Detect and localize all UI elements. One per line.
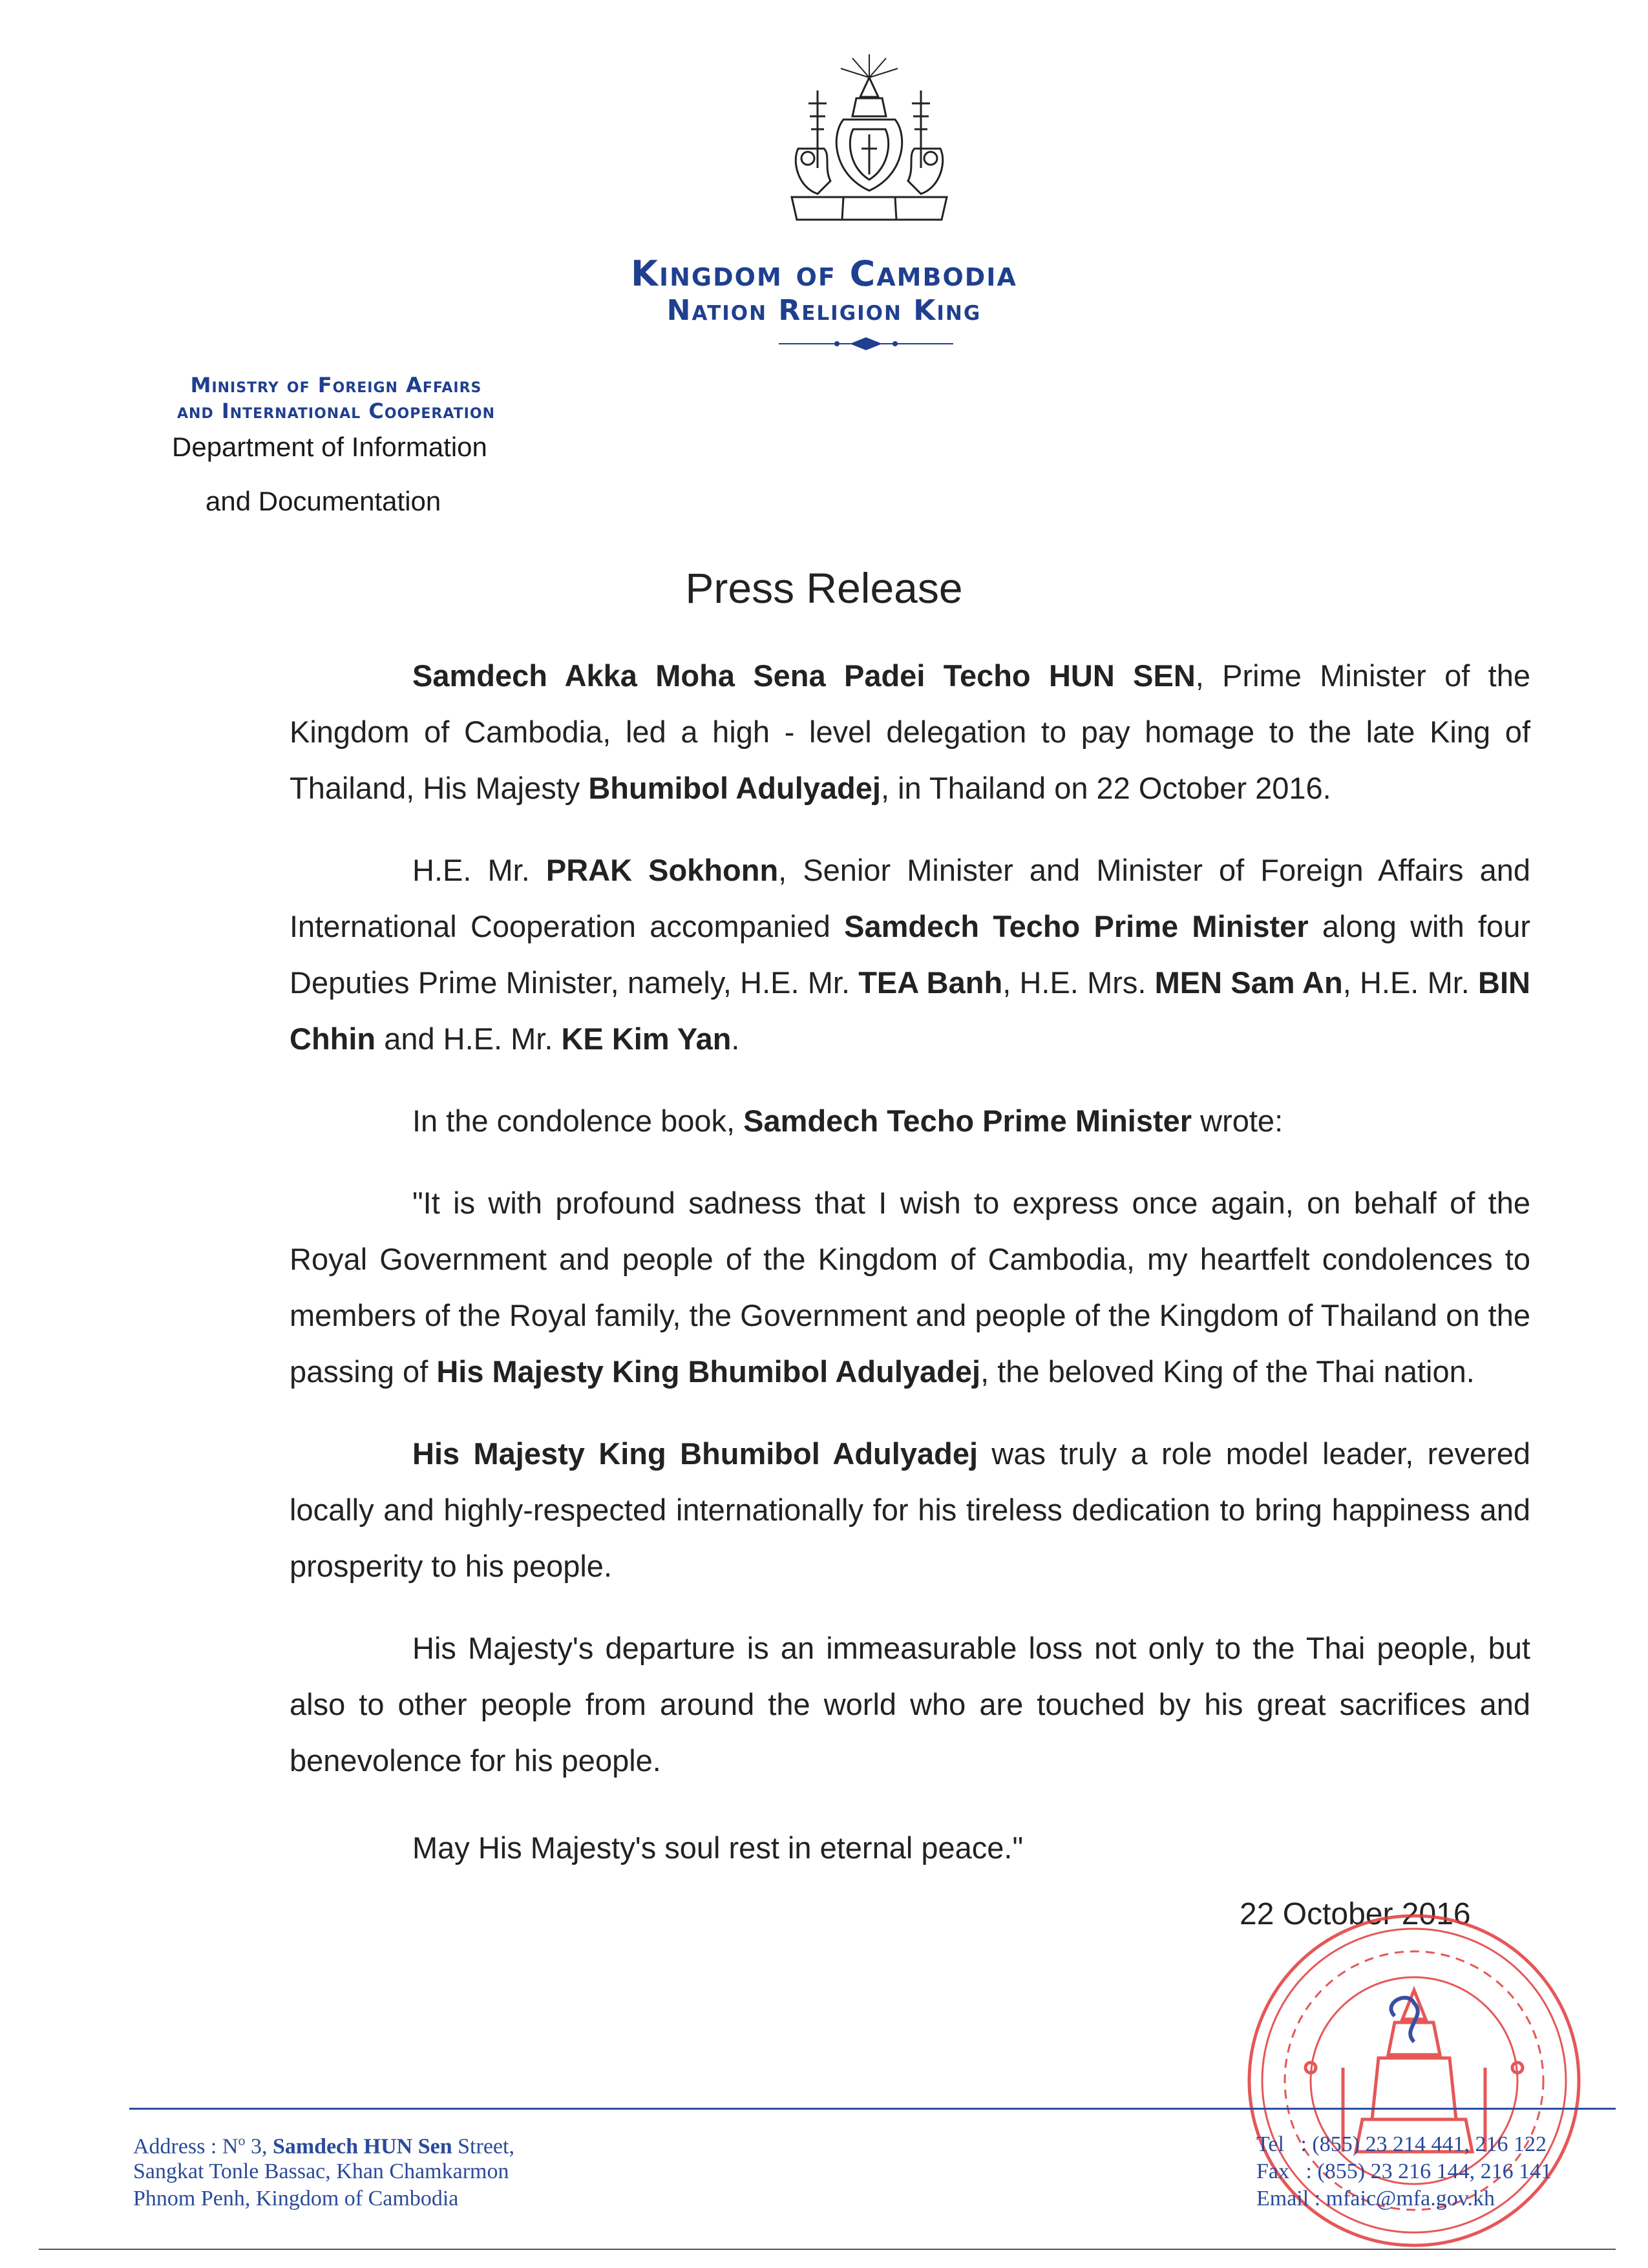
release-date: 22 October 2016: [1240, 1897, 1471, 1931]
address-sup: o: [238, 2132, 246, 2148]
paragraph-1: [290, 647, 1530, 816]
p1-text-end: , in Thailand on 22 October 2016.: [880, 771, 1331, 805]
ministry-name-line2: and International Cooperation: [177, 399, 495, 423]
page-bottom-rule: [39, 2249, 1616, 2250]
p4-text: , the beloved King of the Thai nation.: [980, 1354, 1475, 1389]
minister-name: PRAK Sokhonn: [545, 853, 779, 887]
p2-text: , H.E. Mrs.: [1002, 965, 1155, 1000]
p3-text: In the condolence book,: [412, 1104, 744, 1138]
kingdom-title: Kingdom of Cambodia: [631, 253, 1017, 294]
address-rest: Street,: [452, 2134, 514, 2159]
footer-divider: [129, 2108, 1616, 2110]
pm-title: Samdech Techo Prime Minister: [844, 909, 1309, 943]
pm-title: Samdech Techo Prime Minister: [743, 1104, 1192, 1138]
ornament-divider-icon: [779, 336, 953, 352]
p1-text: , Prime Minister of the Kingdom of Cambodia, led a high - level delegation to pay homage to the late King of Thailand, His Majesty: [290, 658, 1530, 805]
address-number: 3,: [245, 2134, 273, 2159]
p4-text: "It is with profound sadness that I wish to express once again, on behalf of the Royal Government and people of the Kingdom of Cambodia, my heartfelt condolences to members of the Royal family, the Government and people of the Kingdom of Thailand on the passing of: [290, 1186, 1530, 1389]
contact-fax: Fax : (855) 23 216 144, 216 141: [1256, 2159, 1552, 2183]
king-name: Bhumibol Adulyadej: [588, 771, 881, 805]
p2-text: , H.E. Mr.: [1342, 965, 1479, 1000]
address-line2: Sangkat Tonle Bassac, Khan Chamkarmon: [133, 2159, 509, 2183]
paragraph-2: [290, 842, 1530, 1067]
p3-text: wrote:: [1192, 1104, 1284, 1138]
paragraph-5: [290, 1425, 1530, 1594]
department-line1: Department of Information: [172, 432, 487, 462]
royal-emblem-icon: [772, 52, 966, 239]
address-prefix: Address : N: [133, 2134, 238, 2159]
contact-email: Email : mfaic@mfa.gov.kh: [1256, 2187, 1495, 2210]
p2-text: and H.E. Mr.: [375, 1022, 562, 1056]
address-street: Samdech HUN Sen: [272, 2134, 452, 2159]
closing-line: May His Majesty's soul rest in eternal peace.": [412, 1831, 1024, 1865]
deputy-name: MEN Sam An: [1154, 965, 1343, 1000]
document-title: Press Release: [685, 564, 963, 612]
deputy-name: KE Kim Yan: [561, 1022, 732, 1056]
pm-name: Samdech Akka Moha Sena Padei Techo HUN SEN: [412, 658, 1196, 693]
king-name: His Majesty King Bhumibol Adulyadej: [436, 1354, 981, 1389]
address-line1: [133, 2132, 514, 2159]
deputy-name: BIN Chhin: [290, 965, 1530, 1056]
nation-motto: Nation Religion King: [666, 294, 982, 327]
p5-text: was truly a role model leader, revered locally and highly-respected internationally for his tireless dedication to bring happiness and prosperity to his people.: [290, 1436, 1530, 1583]
p6-text: His Majesty's departure is an immeasurable loss not only to the Thai people, but also to other people from around the world who are touched by his great sacrifices and benevolence for his people.: [290, 1631, 1530, 1778]
king-name: His Majesty King Bhumibol Adulyadej: [412, 1436, 978, 1471]
p2-text: .: [731, 1022, 740, 1056]
p2-text: along with four Deputies Prime Minister, namely, H.E. Mr.: [290, 909, 1530, 1000]
paragraph-4: [290, 1175, 1530, 1400]
deputy-name: TEA Banh: [858, 965, 1003, 1000]
department-line2: and Documentation: [206, 486, 441, 516]
p2-text: H.E. Mr.: [412, 853, 546, 887]
address-line3: Phnom Penh, Kingdom of Cambodia: [133, 2187, 459, 2210]
contact-tel: Tel : (855) 23 214 441, 216 122: [1256, 2132, 1547, 2156]
press-release-body: [290, 647, 1530, 1814]
ministry-name-line1: Ministry of Foreign Affairs: [190, 373, 482, 397]
paragraph-6: [290, 1620, 1530, 1789]
paragraph-3: [290, 1093, 1530, 1149]
p2-text: , Senior Minister and Minister of Foreign Affairs and International Cooperation accompanied: [290, 853, 1530, 943]
